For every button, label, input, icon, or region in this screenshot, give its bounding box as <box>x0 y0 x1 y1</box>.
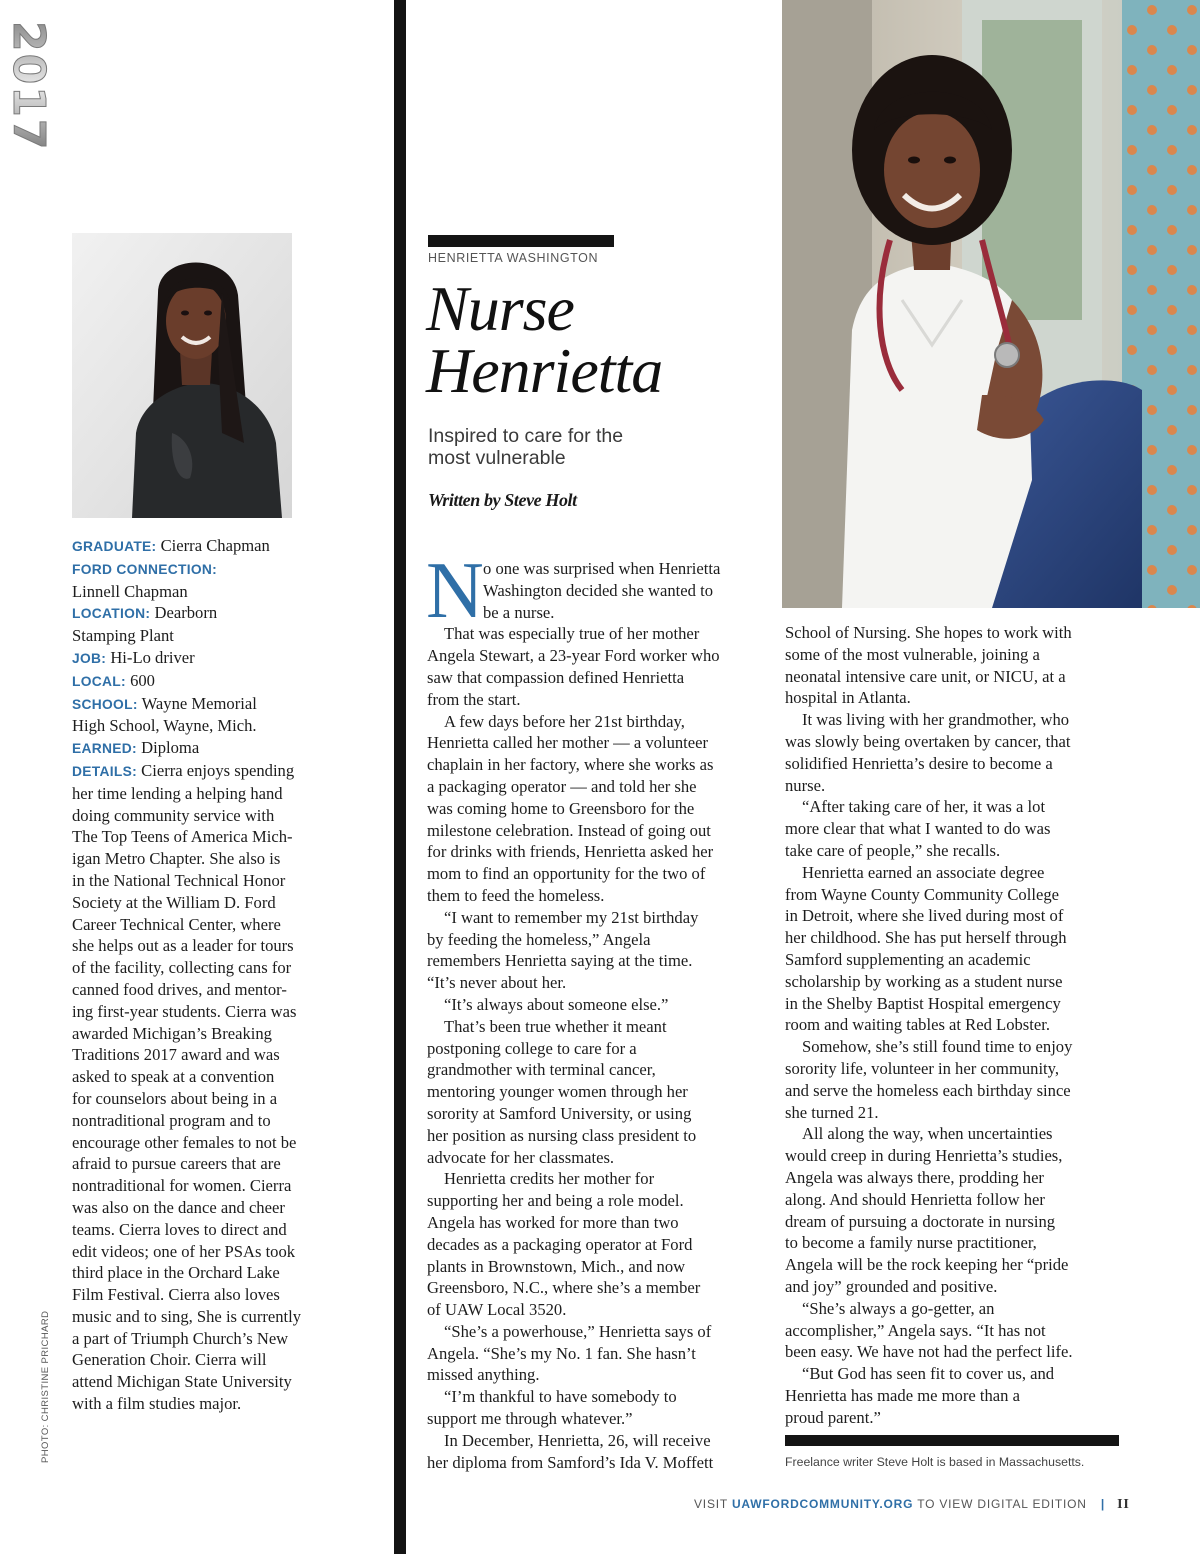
details-first-line: Cierra enjoys spending <box>141 760 295 780</box>
school-value-line2: High School, Wayne, Mich. <box>72 716 257 736</box>
details-line: for counselors about being in a <box>72 1088 278 1108</box>
graduate-portrait-photo <box>3 21 292 518</box>
details-line: Generation Choir. Cierra will <box>72 1350 267 1370</box>
details-line: igan Metro Chapter. She also is <box>72 849 281 869</box>
ford-connection-row <box>72 558 332 581</box>
article-line: “But God has seen fit to cover us, and <box>802 1364 1055 1384</box>
article-line: dream of pursuing a doctorate in nursing <box>785 1211 1056 1231</box>
details-line: ing first-year students. Cierra was <box>72 1001 297 1021</box>
article-line: missed anything. <box>427 1365 540 1385</box>
article-line: and joy” grounded and positive. <box>785 1276 998 1296</box>
article-line: neonatal intensive care unit, or NICU, at a <box>785 666 1066 686</box>
article-line: saw that compassion defined Henrietta <box>427 667 685 687</box>
job-row <box>72 647 332 670</box>
article-line: for drinks with friends, Henrietta asked her <box>427 842 714 862</box>
graduate-profile-sidebar <box>72 535 332 1415</box>
article-line: That was especially true of her mother <box>444 624 700 644</box>
article-line: Angela will be the rock keeping her “pride <box>785 1255 1069 1275</box>
footer-website-link[interactable]: UAWFORDCOMMUNITY.ORG <box>731 1497 914 1511</box>
article-line: grandmother with terminal cancer, <box>427 1060 656 1080</box>
subheadline <box>428 425 623 469</box>
article-line: All along the way, when uncertainties <box>802 1124 1053 1144</box>
details-line: encourage other females to not be <box>72 1132 297 1152</box>
job-value: Hi-Lo driver <box>110 647 195 667</box>
local-row <box>72 670 332 693</box>
article-line: been easy. We have not had the perfect life. <box>785 1342 1073 1362</box>
location-value: Dearborn <box>154 603 218 623</box>
earned-label: EARNED: <box>72 741 137 757</box>
article-line: A few days before her 21st birthday, <box>444 711 685 731</box>
column-divider-bar <box>394 0 406 1554</box>
subheadline-line-1: Inspired to care for the <box>428 425 624 447</box>
details-row <box>72 760 332 783</box>
article-line: “It’s never about her. <box>427 973 567 993</box>
article-line: plants in Brownstown, Mich., and now <box>427 1256 686 1276</box>
ford-connection-label: FORD CONNECTION: <box>72 561 218 577</box>
article-line: her position as nursing class president to <box>427 1125 697 1145</box>
article-line: of UAW Local 3520. <box>427 1300 567 1320</box>
article-line: Angela. “She’s my No. 1 fan. She hasn’t <box>427 1343 696 1363</box>
article-line: “I’m thankful to have somebody to <box>444 1387 677 1407</box>
graduate-row <box>72 535 332 558</box>
details-line: her time lending a helping hand <box>72 783 283 803</box>
article-line: chaplain in her factory, where she works as <box>427 755 714 775</box>
article-line: Greensboro, N.C., where she’s a member <box>427 1278 701 1298</box>
article-line: postponing college to care for a <box>427 1038 637 1058</box>
author-endnote: Freelance writer Steve Holt is based in Massachusetts. <box>785 1455 1085 1469</box>
article-line: take care of people,” she recalls. <box>785 840 1001 860</box>
page-number: II <box>1117 1497 1130 1512</box>
earned-value: Diploma <box>141 738 200 758</box>
article-line: “She’s always a go-getter, an <box>802 1298 995 1318</box>
details-line: doing community service with <box>72 805 275 825</box>
article-line: support me through whatever.” <box>427 1409 633 1429</box>
details-line: third place in the Orchard Lake <box>72 1263 280 1283</box>
footer-separator: | <box>1100 1497 1106 1511</box>
article-line: her childhood. She has put herself through <box>785 928 1067 948</box>
article-line: Henrietta credits her mother for <box>444 1169 655 1189</box>
details-line: nontraditional program and to <box>72 1110 271 1130</box>
article-line: Somehow, she’s still found time to enjoy <box>802 1037 1073 1057</box>
graduate-value: Cierra Chapman <box>160 536 270 555</box>
portrait-year-prop: 2017 <box>3 21 54 152</box>
article-line: room and waiting tables at Red Lobster. <box>785 1015 1050 1035</box>
details-line: attend Michigan State University <box>72 1372 292 1392</box>
article-line: Henrietta earned an associate degree <box>802 862 1045 882</box>
article-line: Henrietta called her mother — a volunteer <box>427 733 709 753</box>
article-line: “After taking care of her, it was a lot <box>802 797 1046 817</box>
article-line: in the Shelby Baptist Hospital emergency <box>785 993 1061 1013</box>
article-line: nurse. <box>785 775 826 795</box>
location-row <box>72 602 332 625</box>
details-line: afraid to pursue careers that are <box>72 1154 281 1174</box>
article-line: scholarship by working as a student nurse <box>785 971 1063 991</box>
article-line: “She’s a powerhouse,” Henrietta says of <box>444 1321 712 1341</box>
details-line: Society at the William D. Ford <box>72 892 276 912</box>
school-value: Wayne Memorial <box>141 693 257 713</box>
article-column-1 <box>426 547 767 1473</box>
article-line: supporting her and being a role model. <box>427 1191 684 1211</box>
article-line: remembers Henrietta saying at the time. <box>427 951 693 971</box>
endnote-rule <box>785 1435 1119 1446</box>
article-line: her diploma from Samford’s Ida V. Moffett <box>427 1452 714 1472</box>
details-line: teams. Cierra loves to direct and <box>72 1219 287 1239</box>
school-row <box>72 693 332 716</box>
details-line: of the facility, collecting cans for <box>72 958 292 978</box>
article-line: she turned 21. <box>785 1102 879 1122</box>
article-line: to become a family nurse practitioner, <box>785 1233 1037 1253</box>
kicker-rule <box>428 235 614 247</box>
details-text <box>72 783 332 1415</box>
byline: Written by Steve Holt <box>428 490 577 510</box>
headline-line-2: Henrietta <box>426 335 663 406</box>
local-value: 600 <box>130 670 155 690</box>
article-line: them to feed the homeless. <box>427 885 605 905</box>
article-line: “It’s always about someone else.” <box>444 994 669 1014</box>
ford-connection-value: Linnell Chapman <box>72 581 188 601</box>
earned-row <box>72 737 332 760</box>
job-label: JOB: <box>72 650 107 666</box>
article-line: was slowly being overtaken by cancer, that <box>785 731 1071 751</box>
article-line: in Detroit, where she lived during most of <box>785 906 1064 926</box>
footer-suffix-text: TO VIEW DIGITAL EDITION <box>917 1497 1087 1511</box>
article-line: In December, Henrietta, 26, will receive <box>444 1430 711 1450</box>
article-line: sorority at Samford University, or using <box>427 1103 692 1123</box>
article-line: mom to find an opportunity for the two of <box>427 864 706 884</box>
local-label: LOCAL: <box>72 673 126 689</box>
article-line: by feeding the homeless,” Angela <box>427 929 651 949</box>
article-line: some of the most vulnerable, joining a <box>785 644 1040 664</box>
article-line: That’s been true whether it meant <box>444 1016 667 1036</box>
details-line: she helps out as a leader for tours <box>72 936 294 956</box>
school-label: SCHOOL: <box>72 696 138 712</box>
details-line: awarded Michigan’s Breaking <box>72 1023 272 1043</box>
details-line: The Top Teens of America Mich- <box>72 827 293 847</box>
details-line: a part of Triumph Church’s New <box>72 1328 289 1348</box>
article-line: solidified Henrietta’s desire to become a <box>785 753 1053 773</box>
article-line: It was living with her grandmother, who <box>802 710 1070 730</box>
details-label: DETAILS: <box>72 763 137 779</box>
article-line: along. And should Henrietta follow her <box>785 1189 1045 1209</box>
article-line: would creep in during Henrietta’s studies, <box>785 1146 1063 1166</box>
kicker-label: HENRIETTA WASHINGTON <box>428 251 599 265</box>
article-line: Henrietta has made me more than a <box>785 1385 1020 1405</box>
article-line: from Wayne County Community College <box>785 884 1059 904</box>
location-value-line2: Stamping Plant <box>72 626 174 646</box>
footer-visit-text: VISIT <box>694 1497 728 1511</box>
subheadline-line-2: most vulnerable <box>428 447 566 469</box>
article-line: was coming home to Greensboro for the <box>427 798 695 818</box>
drop-cap: N <box>426 547 484 635</box>
details-line: music and to sing, She is currently <box>72 1306 302 1326</box>
article-line: a packaging operator — and told her she <box>427 776 697 796</box>
article-line: Washington decided she wanted to <box>483 580 713 600</box>
article-line: sorority life, volunteer in her community, <box>785 1058 1060 1078</box>
article-line: more clear that what I wanted to do was <box>785 819 1051 839</box>
article-line: hospital in Atlanta. <box>785 688 911 708</box>
article-line: o one was surprised when Henrietta <box>483 559 721 578</box>
article-line: School of Nursing. She hopes to work with <box>785 623 1072 642</box>
article-line: accomplisher,” Angela says. “It has not <box>785 1320 1046 1340</box>
article-line: decades as a packaging operator at Ford <box>427 1234 693 1254</box>
article-line: Angela has worked for more than two <box>427 1212 679 1232</box>
article-line: proud parent.” <box>785 1407 881 1427</box>
article-line: mentoring younger women through her <box>427 1082 688 1102</box>
article-line: from the start. <box>427 689 521 709</box>
location-label: LOCATION: <box>72 606 151 622</box>
details-line: canned food drives, and mentor- <box>72 979 287 999</box>
details-line: Traditions 2017 award and was <box>72 1045 280 1065</box>
article-line: Angela Stewart, a 23-year Ford worker who <box>427 646 720 666</box>
headline-line-1: Nurse <box>426 273 574 344</box>
article-line: and serve the homeless each birthday since <box>785 1080 1071 1100</box>
page-footer <box>694 1497 1130 1513</box>
article-line: be a nurse. <box>483 602 555 622</box>
article-column-2 <box>785 622 1125 1428</box>
details-line: in the National Technical Honor <box>72 870 286 890</box>
details-line: asked to speak at a convention <box>72 1067 275 1087</box>
details-line: Career Technical Center, where <box>72 914 281 934</box>
details-line: nontraditional for women. Cierra <box>72 1176 292 1196</box>
details-line: was also on the dance and cheer <box>72 1197 285 1217</box>
photo-credit: PHOTO: CHRISTINE PRICHARD <box>40 1310 51 1463</box>
article-line: Angela was always there, prodding her <box>785 1167 1044 1187</box>
article-line: Samford supplementing an academic <box>785 949 1031 969</box>
details-line: edit videos; one of her PSAs took <box>72 1241 296 1261</box>
nurse-hero-photo <box>782 0 1200 608</box>
details-line: with a film studies major. <box>72 1394 242 1414</box>
headline <box>426 273 663 406</box>
article-line: milestone celebration. Instead of going out <box>427 820 711 840</box>
article-line: advocate for her classmates. <box>427 1147 615 1167</box>
article-line: “I want to remember my 21st birthday <box>444 907 699 927</box>
graduate-label: GRADUATE: <box>72 539 157 554</box>
details-line: Film Festival. Cierra also loves <box>72 1285 280 1305</box>
